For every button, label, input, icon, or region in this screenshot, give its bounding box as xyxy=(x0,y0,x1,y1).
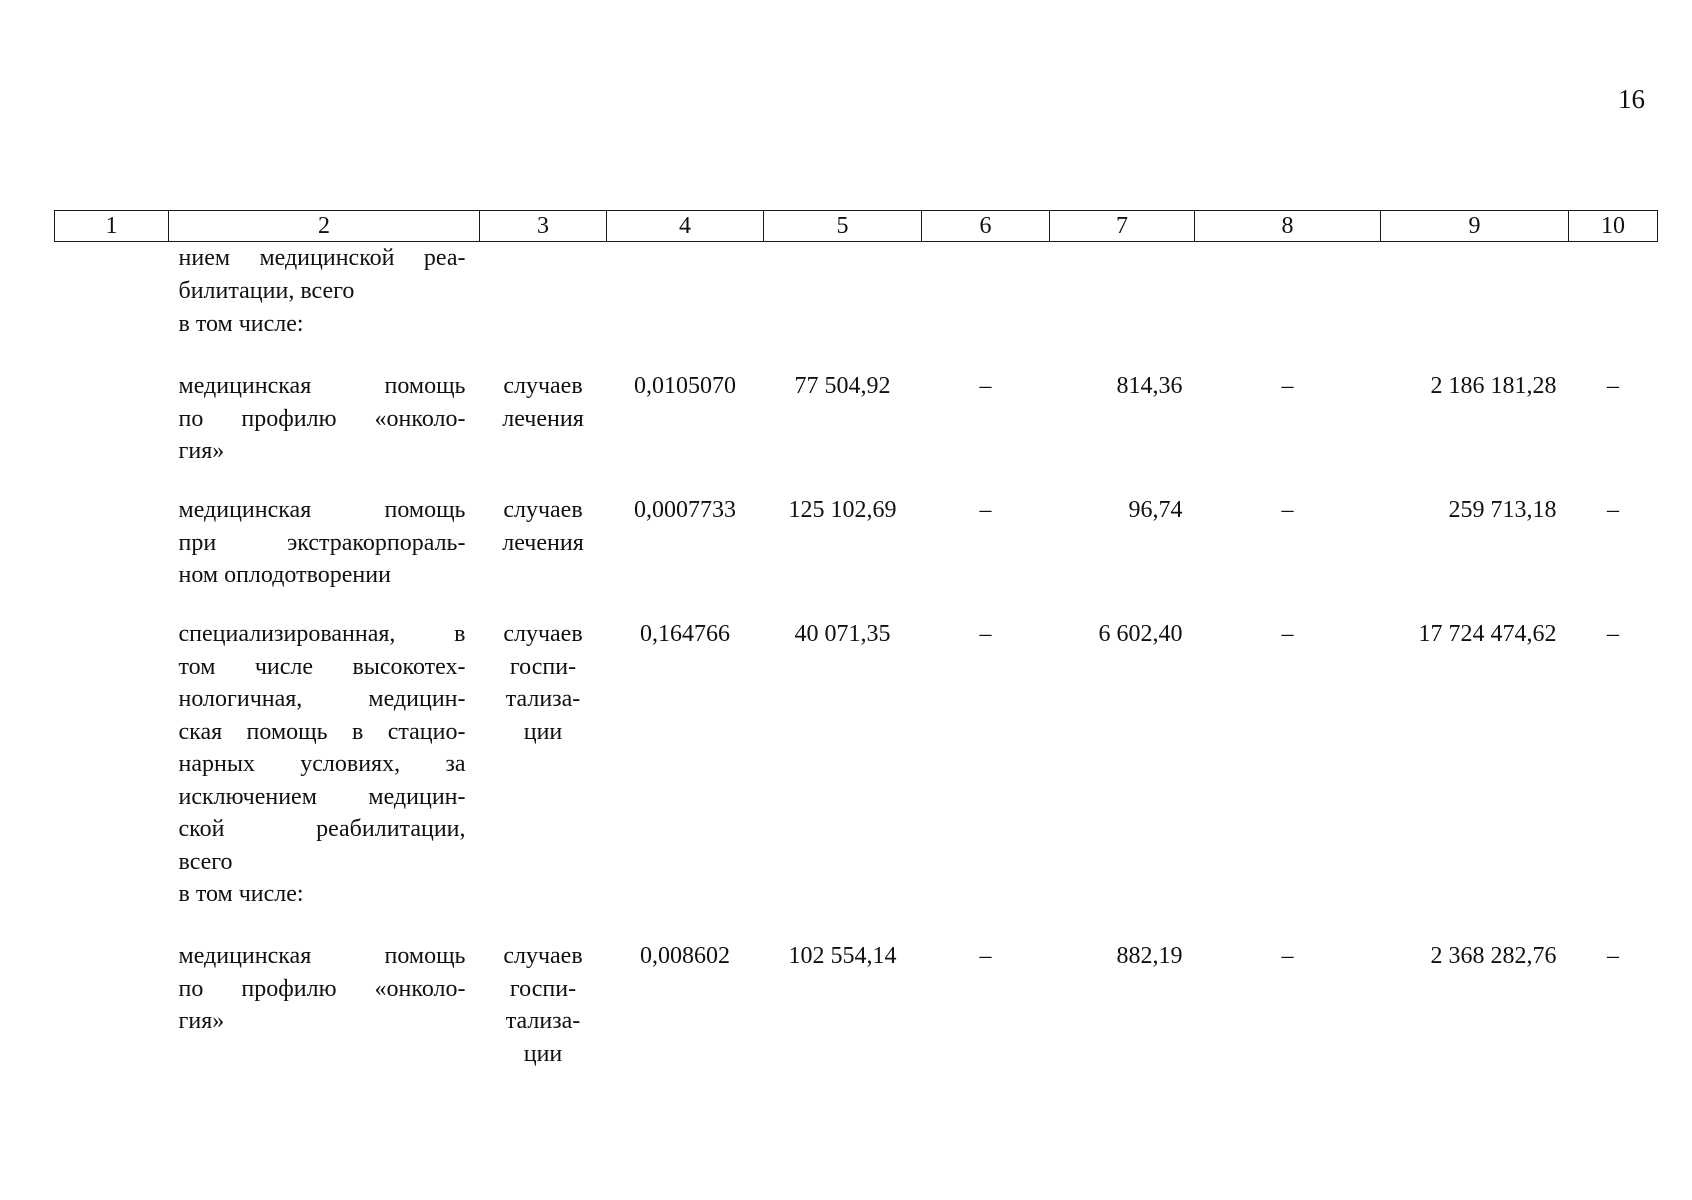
cell-col5 xyxy=(764,878,922,940)
cell-col10 xyxy=(1569,308,1658,370)
cell-col9 xyxy=(1381,242,1569,309)
name-line: исключением медицин- xyxy=(178,783,466,810)
table-row xyxy=(55,940,1658,1080)
unit-line: лечения xyxy=(502,405,584,432)
name-line: ном оплодотворении xyxy=(178,562,391,588)
unit-line: случаев xyxy=(503,497,583,523)
name-line: том числе высокотех- xyxy=(178,653,466,680)
page-number: 16 xyxy=(1618,84,1645,114)
cell-col8: – xyxy=(1281,497,1294,523)
cell-col6: – xyxy=(979,621,992,647)
cell-col9 xyxy=(1381,878,1569,940)
cell-name xyxy=(169,242,480,309)
table-row xyxy=(55,242,1658,309)
unit-line: госпи- xyxy=(509,653,577,680)
cell-col8 xyxy=(1195,242,1381,309)
column-number-header-row xyxy=(55,211,1658,242)
name-line: нологичная, медицин- xyxy=(178,686,466,712)
column-header-7: 7 xyxy=(1050,211,1195,242)
cell-col4 xyxy=(607,308,764,370)
unit-line: госпи- xyxy=(509,975,577,1002)
cell-name xyxy=(169,940,480,1080)
name-line: нием медицинской реа- xyxy=(178,245,466,271)
name-line: всего xyxy=(178,848,233,875)
column-header-2: 2 xyxy=(169,211,480,242)
cell-unit xyxy=(480,308,607,370)
cell-col6: – xyxy=(979,497,992,523)
cell-col1 xyxy=(55,370,169,494)
cell-col1 xyxy=(55,242,169,309)
name-line: гия» xyxy=(178,438,225,464)
table-row xyxy=(55,494,1658,618)
name-line: ская помощь в стацио- xyxy=(178,718,466,745)
name-line: в том числе: xyxy=(178,881,304,907)
column-header-5: 5 xyxy=(764,211,922,242)
cell-col10: – xyxy=(1607,373,1619,399)
cell-col7 xyxy=(1050,308,1195,370)
unit-line: случаев xyxy=(503,373,583,399)
name-line: гия» xyxy=(178,1008,225,1034)
cell-col1 xyxy=(55,618,169,878)
table-row xyxy=(55,308,1658,370)
cell-col9: 2 368 282,76 xyxy=(1430,943,1557,969)
cell-unit xyxy=(480,618,607,878)
cell-col7: 882,19 xyxy=(1116,943,1183,969)
cell-col9 xyxy=(1381,308,1569,370)
cell-col9: 259 713,18 xyxy=(1448,497,1557,523)
cell-col4 xyxy=(607,878,764,940)
cell-col1 xyxy=(55,878,169,940)
name-line: при экстракорпораль- xyxy=(178,529,466,556)
column-header-8: 8 xyxy=(1195,211,1381,242)
cell-col7: 814,36 xyxy=(1116,373,1183,399)
cell-unit xyxy=(480,940,607,1080)
name-line: специализированная, в xyxy=(178,621,466,647)
unit-line: ции xyxy=(523,718,563,745)
column-header-1: 1 xyxy=(55,211,169,242)
cell-col7 xyxy=(1050,878,1195,940)
column-header-9: 9 xyxy=(1381,211,1569,242)
cell-col4: 0,0007733 xyxy=(634,497,736,523)
unit-line: случаев xyxy=(503,621,583,647)
cell-col6 xyxy=(922,878,1050,940)
cell-col10: – xyxy=(1607,621,1619,647)
cell-col10 xyxy=(1569,878,1658,940)
cell-name xyxy=(169,618,480,878)
cell-col7 xyxy=(1050,242,1195,309)
cell-col8: – xyxy=(1281,621,1294,647)
cell-col10: – xyxy=(1607,497,1619,523)
cell-col6: – xyxy=(979,943,992,969)
cell-col4: 0,0105070 xyxy=(634,373,736,399)
column-header-4: 4 xyxy=(607,211,764,242)
cell-col7: 96,74 xyxy=(1128,497,1183,523)
cell-col6 xyxy=(922,308,1050,370)
column-header-10: 10 xyxy=(1569,211,1658,242)
unit-line: случаев xyxy=(503,943,583,969)
cell-col8 xyxy=(1195,308,1381,370)
unit-line: тализа- xyxy=(505,1008,581,1034)
cell-col4: 0,008602 xyxy=(640,943,730,969)
cell-col6: – xyxy=(979,373,992,399)
unit-line: тализа- xyxy=(505,686,581,712)
name-line: нарных условиях, за xyxy=(178,751,466,777)
cell-col10: – xyxy=(1607,943,1619,969)
cell-col4: 0,164766 xyxy=(640,621,730,647)
cell-col4 xyxy=(607,242,764,309)
name-line: в том числе: xyxy=(178,311,304,337)
cell-col6 xyxy=(922,242,1050,309)
cell-col5: 125 102,69 xyxy=(788,497,897,523)
cell-col5: 40 071,35 xyxy=(794,621,891,647)
cell-unit xyxy=(480,370,607,494)
cell-unit xyxy=(480,242,607,309)
cell-name xyxy=(169,494,480,618)
name-line: билитации, всего xyxy=(178,277,355,304)
cell-col5: 77 504,92 xyxy=(794,373,891,399)
column-header-6: 6 xyxy=(922,211,1050,242)
cell-name xyxy=(169,370,480,494)
cell-col8 xyxy=(1195,878,1381,940)
cell-col10 xyxy=(1569,242,1658,309)
cell-col8: – xyxy=(1281,373,1294,399)
cell-col9: 2 186 181,28 xyxy=(1430,373,1557,399)
cell-col5: 102 554,14 xyxy=(788,943,897,969)
table-row xyxy=(55,370,1658,494)
name-line: по профилю «онколо- xyxy=(178,405,466,432)
unit-line: ции xyxy=(523,1040,563,1067)
data-table xyxy=(54,210,1658,1080)
cell-col1 xyxy=(55,308,169,370)
table-row xyxy=(55,618,1658,878)
cell-col5 xyxy=(764,308,922,370)
cell-col1 xyxy=(55,494,169,618)
cell-col7: 6 602,40 xyxy=(1098,621,1183,647)
name-line: по профилю «онколо- xyxy=(178,975,466,1002)
cell-col9: 17 724 474,62 xyxy=(1418,621,1557,647)
name-line: медицинская помощь xyxy=(178,497,466,523)
cell-name xyxy=(169,878,480,940)
cell-col5 xyxy=(764,242,922,309)
name-line: ской реабилитации, xyxy=(178,816,466,842)
table-row xyxy=(55,878,1658,940)
cell-col1 xyxy=(55,940,169,1080)
name-line: медицинская помощь xyxy=(178,943,466,969)
column-header-3: 3 xyxy=(480,211,607,242)
cell-unit xyxy=(480,494,607,618)
cell-name xyxy=(169,308,480,370)
unit-line: лечения xyxy=(502,529,584,556)
cell-unit xyxy=(480,878,607,940)
name-line: медицинская помощь xyxy=(178,373,466,399)
cell-col8: – xyxy=(1281,943,1294,969)
